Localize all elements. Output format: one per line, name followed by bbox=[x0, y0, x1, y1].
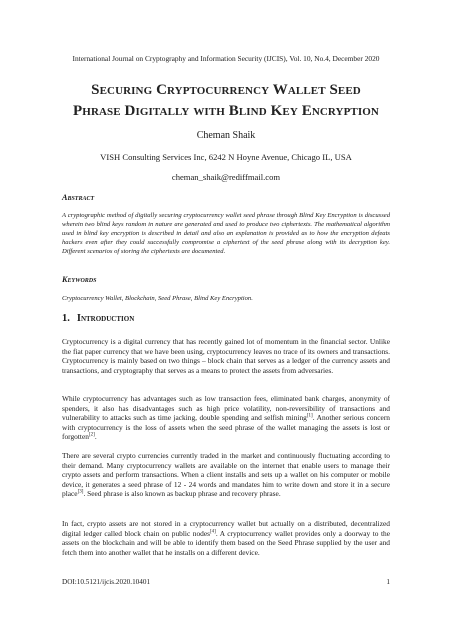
intro-paragraph-3 bbox=[62, 451, 390, 499]
keywords-text: Cryptocurrency Wallet, Blockchain, Seed Phrase, Blind Key Encryption. bbox=[62, 295, 253, 302]
page-number: 1 bbox=[386, 578, 390, 586]
abstract-text: A cryptographic method of digitally securing cryptocurrency wallet seed phrase through Blind Key Encryption is discussed wherein two blind keys random in nature are generated and used to produce two ciphertexts. The mathematical algorithm used in blind key encryption is described in detail and also an explanation is provided as to how the encryption defeats hackers even after they could successfully compromise a ciphertext of the seed phrase along with its decryption key. Different scenarios of storing the ciphertexts are documented. bbox=[62, 212, 390, 255]
section-title: Introduction bbox=[76, 313, 135, 324]
paragraph-text: . bbox=[94, 432, 97, 442]
doi-footer: DOI:10.5121/ijcis.2020.10401 bbox=[62, 578, 151, 586]
citation-ref: [2] bbox=[88, 432, 95, 438]
citation-ref: [3] bbox=[77, 489, 84, 495]
keywords-heading: Keywords bbox=[62, 275, 97, 284]
citation-ref: [1] bbox=[306, 413, 313, 419]
intro-paragraph-2 bbox=[62, 394, 390, 442]
title-line-1: Securing Cryptocurrency Wallet Seed bbox=[91, 82, 361, 98]
intro-paragraph-4 bbox=[62, 519, 390, 557]
paragraph-text: . Seed phrase is also known as backup phrase and recovery phrase. bbox=[83, 489, 281, 499]
citation-ref: [4] bbox=[210, 529, 216, 535]
author-email: cheman_shaik@rediffmail.com bbox=[171, 172, 281, 182]
paper-title bbox=[40, 80, 412, 122]
paragraph-text: While cryptocurrency has advantages such as low transaction fees, eliminated bank charges, anonymity of spenders, it also has disadvantages such as high price volatility, non-reversibility of transactions and vulnerability to attacks such as time jacking, double spending and selfish mining bbox=[62, 394, 390, 423]
intro-paragraph-1: Cryptocurrency is a digital currency that has recently gained lot of momentum in the financial sector. Unlike the fiat paper currency that we have been using, cryptocurrency leaves no trace of its owners and transactions. Cryptocurrency is mainly based on two things – block chain that serves as a ledger of the currency assets and transactions, and cryptography that serves as a means to protect the assets from adversaries. bbox=[62, 337, 390, 375]
paragraph-text: . Another serious concern with cryptocurrency is the loss of assets when the seed phrase of the wallet managing the assets is lost or forgotten bbox=[62, 413, 390, 442]
paragraph-text: . A cryptocurrency wallet provides only a doorway to the assets on the blockchain and will be able to identify them based on the Seed Phrase supplied by the user and fetch them into another wallet that he installs on a different device. bbox=[62, 528, 390, 557]
author-affiliation: VISH Consulting Services Inc, 6242 N Hoyne Avenue, Chicago IL, USA bbox=[100, 152, 352, 162]
paragraph-text: In fact, crypto assets are not stored in a cryptocurrency wallet but actually on a distributed, decentralized digital ledger called block chain on public nodes bbox=[62, 519, 390, 538]
author-name: Cheman Shaik bbox=[196, 130, 256, 141]
abstract-heading: Abstract bbox=[62, 193, 95, 202]
title-line-2: Phrase Digitally with Blind Key Encryption bbox=[73, 103, 379, 119]
section-heading bbox=[62, 313, 134, 324]
section-number: 1. bbox=[62, 313, 70, 324]
journal-header: International Journal on Cryptography and Information Security (IJCIS), Vol. 10, No.4, December 2020 bbox=[72, 54, 380, 63]
paragraph-text: There are several crypto currencies currently traded in the market and continuously fluctuating according to their demand. Many cryptocurrency wallets are available on the internet that enable users to manage their crypto assets and perform transactions. When a client installs and sets up a wallet on his computer or mobile device, it generates a seed phrase of 12 - 24 words and mandates him to write down and store it in a secure place bbox=[62, 451, 390, 499]
